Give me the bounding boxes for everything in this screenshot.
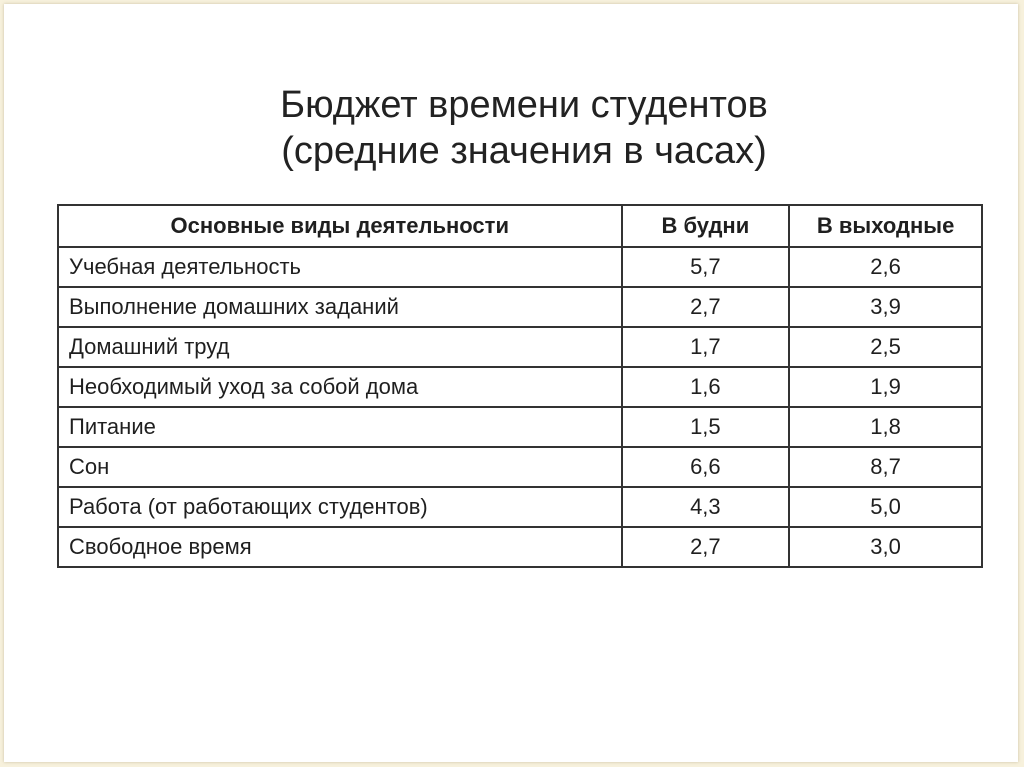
- header-weekdays: В будни: [622, 205, 790, 247]
- page-title: [4, 82, 1024, 174]
- activity-cell: Работа (от работающих студентов): [58, 487, 622, 527]
- weekdays-cell: 2,7: [622, 527, 790, 567]
- table-row: [58, 407, 982, 447]
- activity-cell: Питание: [58, 407, 622, 447]
- weekdays-cell: 2,7: [622, 287, 790, 327]
- table-row: [58, 327, 982, 367]
- weekends-cell: 5,0: [789, 487, 982, 527]
- title-line-2: (средние значения в часах): [281, 130, 767, 172]
- weekdays-cell: 1,7: [622, 327, 790, 367]
- header-activity: Основные виды деятельности: [58, 205, 622, 247]
- weekends-cell: 8,7: [789, 447, 982, 487]
- table-row: [58, 287, 982, 327]
- weekdays-cell: 1,6: [622, 367, 790, 407]
- activity-cell: Выполнение домашних заданий: [58, 287, 622, 327]
- table-row: [58, 367, 982, 407]
- table-row: [58, 527, 982, 567]
- activity-cell: Необходимый уход за собой дома: [58, 367, 622, 407]
- weekends-cell: 2,5: [789, 327, 982, 367]
- weekends-cell: 3,0: [789, 527, 982, 567]
- activity-cell: Учебная деятельность: [58, 247, 622, 287]
- weekends-cell: 3,9: [789, 287, 982, 327]
- activity-cell: Сон: [58, 447, 622, 487]
- weekends-cell: 1,9: [789, 367, 982, 407]
- time-budget-table: [57, 204, 983, 568]
- weekdays-cell: 6,6: [622, 447, 790, 487]
- activity-cell: Домашний труд: [58, 327, 622, 367]
- activity-cell: Свободное время: [58, 527, 622, 567]
- title-line-1: Бюджет времени студентов: [280, 84, 768, 126]
- weekends-cell: 2,6: [789, 247, 982, 287]
- weekdays-cell: 4,3: [622, 487, 790, 527]
- weekdays-cell: 5,7: [622, 247, 790, 287]
- table-row: [58, 247, 982, 287]
- weekends-cell: 1,8: [789, 407, 982, 447]
- table-header-row: [58, 205, 982, 247]
- table-row: [58, 447, 982, 487]
- table-row: [58, 487, 982, 527]
- header-weekends: В выходные: [789, 205, 982, 247]
- weekdays-cell: 1,5: [622, 407, 790, 447]
